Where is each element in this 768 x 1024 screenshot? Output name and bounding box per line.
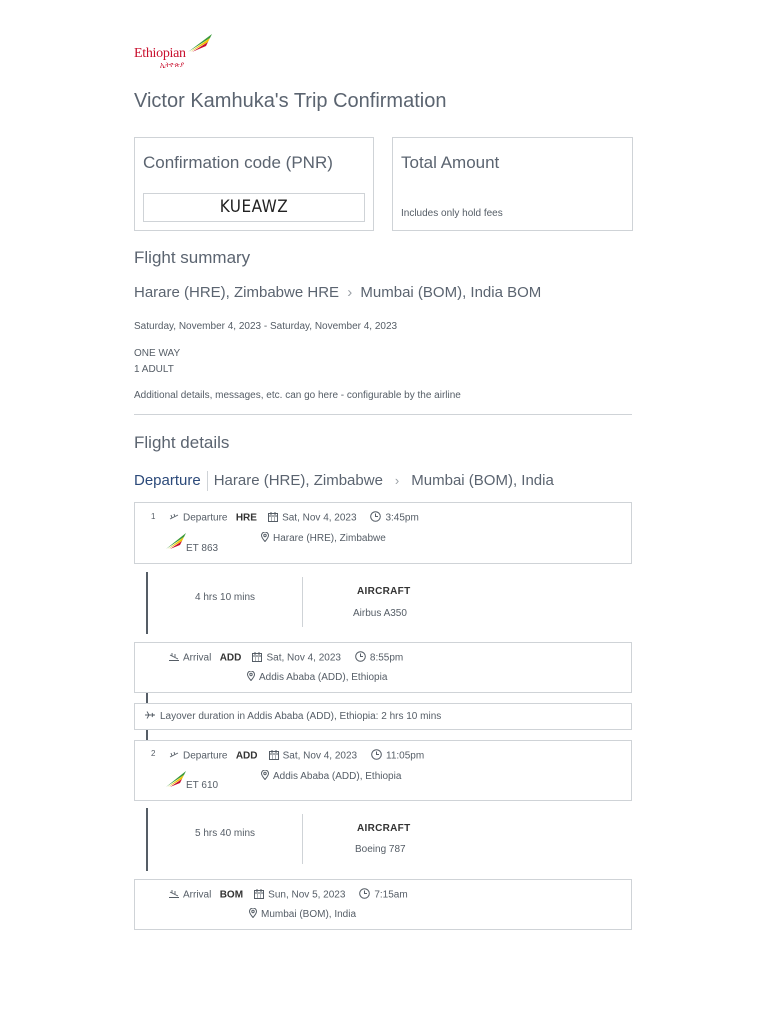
details-from: Harare (HRE), Zimbabwe	[213, 471, 383, 489]
departure-code: HRE	[235, 512, 257, 524]
departure-line	[169, 511, 419, 525]
plane-landing-icon	[169, 890, 179, 901]
calendar-icon	[252, 652, 262, 665]
segment-2-arrival	[134, 879, 632, 930]
flight-number: ET 863	[186, 543, 219, 554]
layover-text: Layover duration in Addis Ababa (ADD), Ethiopia: 2 hrs 10 mins	[160, 711, 442, 723]
departure-label: Departure	[183, 750, 228, 762]
arrival-line	[169, 651, 403, 665]
total-card	[392, 137, 633, 231]
chevron-right-icon: ›	[347, 284, 353, 301]
layover-line	[145, 711, 441, 722]
clock-icon	[355, 651, 366, 665]
header-separator	[207, 471, 208, 491]
pnr-card	[134, 137, 374, 231]
segment-1-arrival	[134, 642, 632, 693]
airline-tail-icon	[165, 770, 187, 788]
page-title: Victor Kamhuka's Trip Confirmation	[134, 90, 447, 112]
clock-icon	[359, 888, 370, 902]
arrival-date: Sat, Nov 4, 2023	[266, 652, 341, 664]
info-divider	[302, 814, 303, 864]
aircraft-label: AIRCRAFT	[357, 586, 411, 597]
summary-origin: Harare (HRE), Zimbabwe HRE	[134, 284, 340, 301]
segment-2-departure	[134, 740, 632, 801]
plane-landing-icon	[169, 653, 179, 664]
plane-takeoff-icon	[169, 513, 179, 524]
timeline-line	[146, 730, 148, 740]
summary-route	[134, 284, 541, 301]
direction-label: Departure	[134, 471, 201, 489]
location-pin-icon	[249, 908, 257, 921]
departure-label: Departure	[183, 512, 228, 524]
calendar-icon	[268, 512, 278, 525]
tail-logo-icon	[186, 32, 214, 54]
flight-number: ET 610	[186, 780, 219, 791]
departure-time: 3:45pm	[385, 512, 419, 524]
departure-time: 11:05pm	[386, 750, 425, 762]
departure-date: Sat, Nov 4, 2023	[282, 512, 357, 524]
arrival-place-line	[249, 908, 356, 921]
aircraft-type: Boeing 787	[355, 844, 406, 855]
flight-duration: 5 hrs 40 mins	[195, 828, 256, 839]
summary-destination: Mumbai (BOM), India BOM	[360, 284, 542, 301]
passenger-count: 1 ADULT	[134, 364, 174, 375]
pnr-code: KUEAWZ	[143, 193, 365, 222]
arrival-place: Addis Ababa (ADD), Ethiopia	[259, 672, 388, 684]
departure-header	[134, 471, 554, 491]
aircraft-type: Airbus A350	[353, 608, 407, 619]
clock-icon	[370, 511, 381, 525]
departure-date: Sat, Nov 4, 2023	[282, 750, 358, 762]
flight-summary-heading: Flight summary	[134, 248, 251, 267]
arrival-place-line	[247, 671, 387, 684]
pnr-label: Confirmation code (PNR)	[143, 153, 333, 172]
clock-icon	[371, 749, 382, 763]
timeline-line	[146, 572, 148, 634]
segment-number: 2	[151, 749, 156, 758]
location-pin-icon	[261, 532, 269, 545]
ethiopian-logo	[134, 32, 214, 72]
layover-box	[134, 703, 632, 730]
departure-line	[169, 749, 424, 763]
details-to: Mumbai (BOM), India	[411, 471, 554, 489]
arrival-time: 8:55pm	[369, 652, 404, 664]
total-note: Includes only hold fees	[401, 208, 503, 219]
summary-dates: Saturday, November 4, 2023 - Saturday, November 4, 2023	[134, 321, 398, 332]
divider	[134, 414, 632, 415]
arrival-time: 7:15am	[374, 889, 408, 901]
timeline-line	[146, 693, 148, 703]
segment-1-departure	[134, 502, 632, 564]
summary-note: Additional details, messages, etc. can go here - configurable by the airline	[134, 390, 461, 401]
brand-name: Ethiopian	[134, 46, 186, 61]
departure-code: ADD	[235, 750, 258, 762]
departure-place-line	[261, 770, 401, 783]
calendar-icon	[254, 889, 264, 902]
arrival-code: ADD	[219, 652, 242, 664]
calendar-icon	[269, 750, 279, 763]
trip-type: ONE WAY	[134, 348, 181, 359]
location-pin-icon	[261, 770, 269, 783]
info-divider	[302, 577, 303, 627]
segment-number: 1	[151, 512, 156, 521]
arrival-label: Arrival	[183, 652, 212, 664]
flight-duration: 4 hrs 10 mins	[195, 592, 256, 603]
chevron-right-icon: ›	[394, 472, 400, 488]
arrival-code: BOM	[219, 889, 244, 901]
brand-subtitle: ኢትዮጵያ	[160, 61, 185, 69]
departure-place-line	[261, 532, 386, 545]
departure-place: Harare (HRE), Zimbabwe	[273, 533, 386, 545]
arrival-line	[169, 888, 408, 902]
total-label: Total Amount	[401, 153, 500, 172]
arrival-label: Arrival	[183, 889, 212, 901]
location-pin-icon	[247, 671, 255, 684]
arrival-place: Mumbai (BOM), India	[261, 909, 357, 921]
arrival-date: Sun, Nov 5, 2023	[268, 889, 346, 901]
plane-takeoff-icon	[169, 751, 179, 762]
departure-place: Addis Ababa (ADD), Ethiopia	[273, 771, 402, 783]
airline-tail-icon	[165, 532, 187, 550]
plane-icon	[145, 711, 156, 722]
aircraft-label: AIRCRAFT	[357, 823, 411, 834]
timeline-line	[146, 808, 148, 871]
flight-details-heading: Flight details	[134, 433, 230, 452]
